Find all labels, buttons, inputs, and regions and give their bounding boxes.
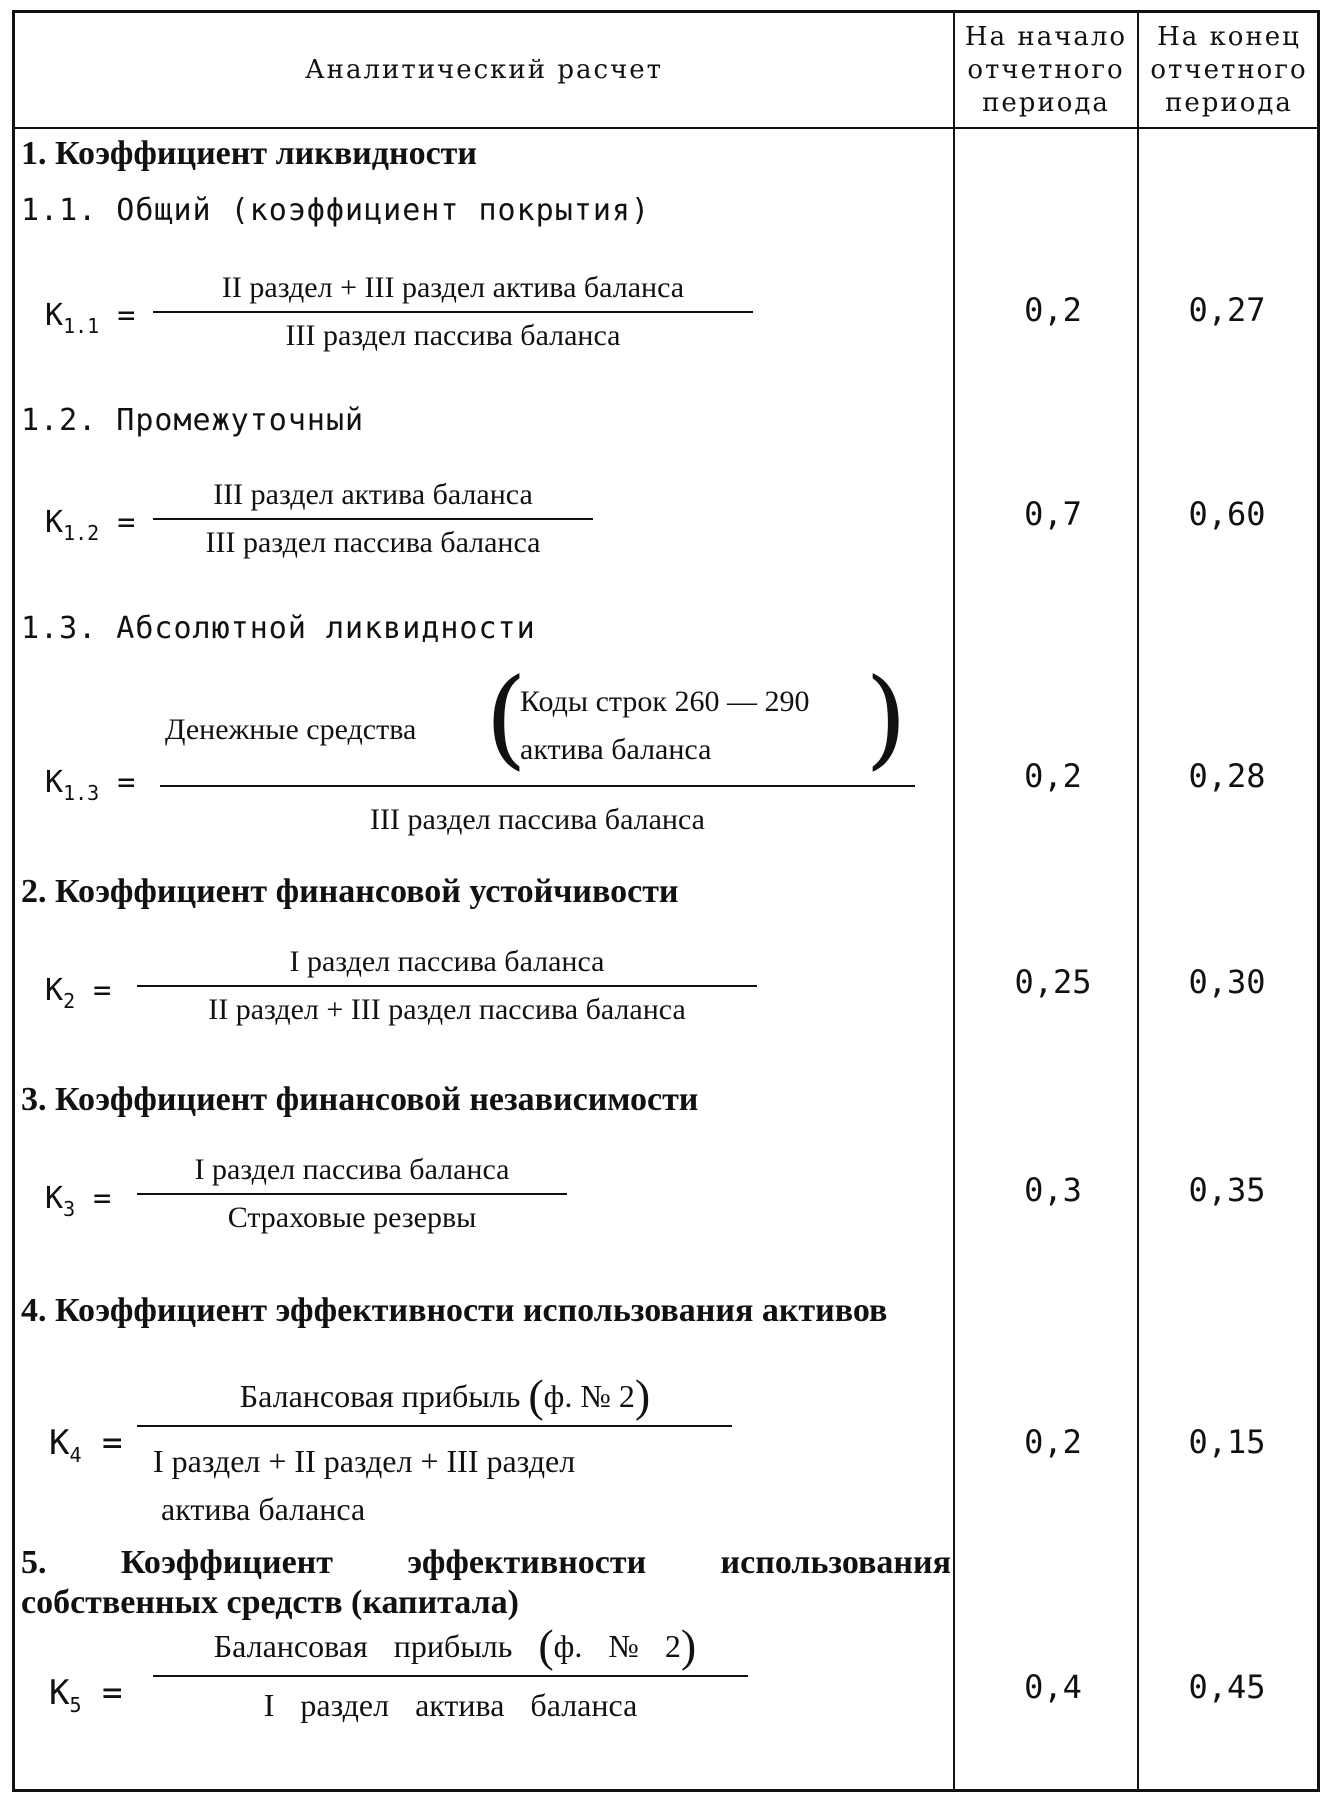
section-1-2-title: 1.2. Промежуточный	[21, 403, 365, 438]
k12-numerator: III раздел актива баланса	[213, 478, 533, 511]
column-divider-1	[953, 13, 955, 1789]
right-paren: )	[865, 656, 908, 781]
k3-numerator: I раздел пассива баланса	[194, 1153, 510, 1186]
fraction-bar	[153, 1675, 748, 1677]
section-1-title: 1. Коэффициент ликвидности	[21, 135, 477, 172]
k4-end-value: 0,15	[1188, 1423, 1266, 1461]
right-paren: )	[634, 1370, 651, 1421]
k3-denominator: Страховые резервы	[227, 1201, 477, 1234]
section-5-title: 5. Коэффициент эффективности использования собственных средств (капитала)	[21, 1544, 951, 1621]
k4-form-ref: ф. № 2	[543, 1378, 635, 1414]
k2-symbol: $К_2$ =	[45, 973, 112, 1013]
k4-denominator-line-1: I раздел + II раздел + III раздел	[153, 1443, 576, 1479]
k13-numerator-label: Денежные средства	[165, 713, 417, 746]
k5-form-ref: ф. № 2	[553, 1628, 681, 1664]
k3-start-value: 0,3	[1024, 1171, 1082, 1209]
k5-end-value: 0,45	[1188, 1668, 1266, 1706]
k4-symbol: $К_4$ =	[49, 1423, 123, 1467]
header-end-period: На конец отчетного периода	[1150, 21, 1308, 118]
fraction-bar	[153, 518, 593, 520]
header-calc: Аналитический расчет	[304, 54, 664, 85]
column-divider-2	[1137, 13, 1139, 1789]
k11-symbol: $К_{1.1}$ =	[45, 298, 136, 338]
k3-end-value: 0,35	[1188, 1171, 1266, 1209]
k12-end-value: 0,60	[1188, 495, 1266, 533]
fraction-bar	[137, 1425, 732, 1427]
k13-start-value: 0,2	[1024, 757, 1082, 795]
k4-denominator	[153, 1437, 575, 1533]
section-2-title: 2. Коэффициент финансовой устойчивости	[21, 873, 679, 910]
k3-symbol: $К_3$ =	[45, 1181, 112, 1221]
section-1-1-title: 1.1. Общий (коэффициент покрытия)	[21, 193, 651, 228]
k5-denominator: I раздел актива баланса	[263, 1687, 638, 1723]
k13-codes-sub: актива баланса	[520, 733, 712, 766]
k2-end-value: 0,30	[1188, 963, 1266, 1001]
section-4-title: 4. Коэффициент эффективности использования активов	[21, 1292, 888, 1329]
k13-numerator	[165, 656, 915, 781]
k12-start-value: 0,7	[1024, 495, 1082, 533]
k3-fraction	[137, 1153, 567, 1235]
k11-start-value: 0,2	[1024, 291, 1082, 329]
k12-fraction	[153, 478, 593, 560]
k11-numerator: II раздел + III раздел актива баланса	[221, 271, 685, 304]
k2-start-value: 0,25	[1014, 963, 1092, 1001]
fraction-bar	[160, 785, 915, 787]
k5-start-value: 0,4	[1024, 1668, 1082, 1706]
k11-fraction	[153, 271, 753, 353]
header-start-period: На начало отчетного периода	[964, 21, 1128, 118]
fraction-bar	[153, 311, 753, 313]
k2-denominator: II раздел + III раздел пассива баланса	[208, 993, 686, 1026]
header-divider	[15, 127, 1317, 129]
k13-symbol: $К_{1.3}$ =	[45, 765, 136, 805]
k12-denominator: III раздел пассива баланса	[205, 526, 541, 559]
k4-denominator-line-2: актива баланса	[161, 1491, 366, 1527]
k4-numerator-label: Балансовая прибыль	[239, 1378, 521, 1414]
left-paren: (	[485, 656, 528, 781]
k2-numerator: I раздел пассива баланса	[289, 945, 605, 978]
ratios-table	[12, 10, 1320, 1792]
fraction-bar	[137, 985, 757, 987]
k11-end-value: 0,27	[1188, 291, 1266, 329]
k13-end-value: 0,28	[1188, 757, 1266, 795]
section-1-3-title: 1.3. Абсолютной ликвидности	[21, 611, 536, 646]
section-3-title: 3. Коэффициент финансовой независимости	[21, 1081, 699, 1118]
left-paren: (	[538, 1620, 554, 1671]
left-paren: (	[528, 1370, 544, 1421]
k13-denominator: III раздел пассива баланса	[370, 803, 705, 836]
k13-codes: Коды строк 260 — 290	[520, 685, 810, 718]
k4-start-value: 0,2	[1024, 1423, 1082, 1461]
k2-fraction	[137, 945, 757, 1027]
right-paren: )	[680, 1620, 697, 1671]
k5-numerator	[165, 1620, 745, 1671]
fraction-bar	[137, 1193, 567, 1195]
k5-numerator-label: Балансовая прибыль	[213, 1628, 513, 1664]
k4-numerator	[165, 1370, 725, 1421]
k11-denominator: III раздел пассива баланса	[285, 319, 621, 352]
k12-symbol: $К_{1.2}$ =	[45, 505, 136, 545]
k5-symbol: $К_5$ =	[49, 1673, 123, 1717]
